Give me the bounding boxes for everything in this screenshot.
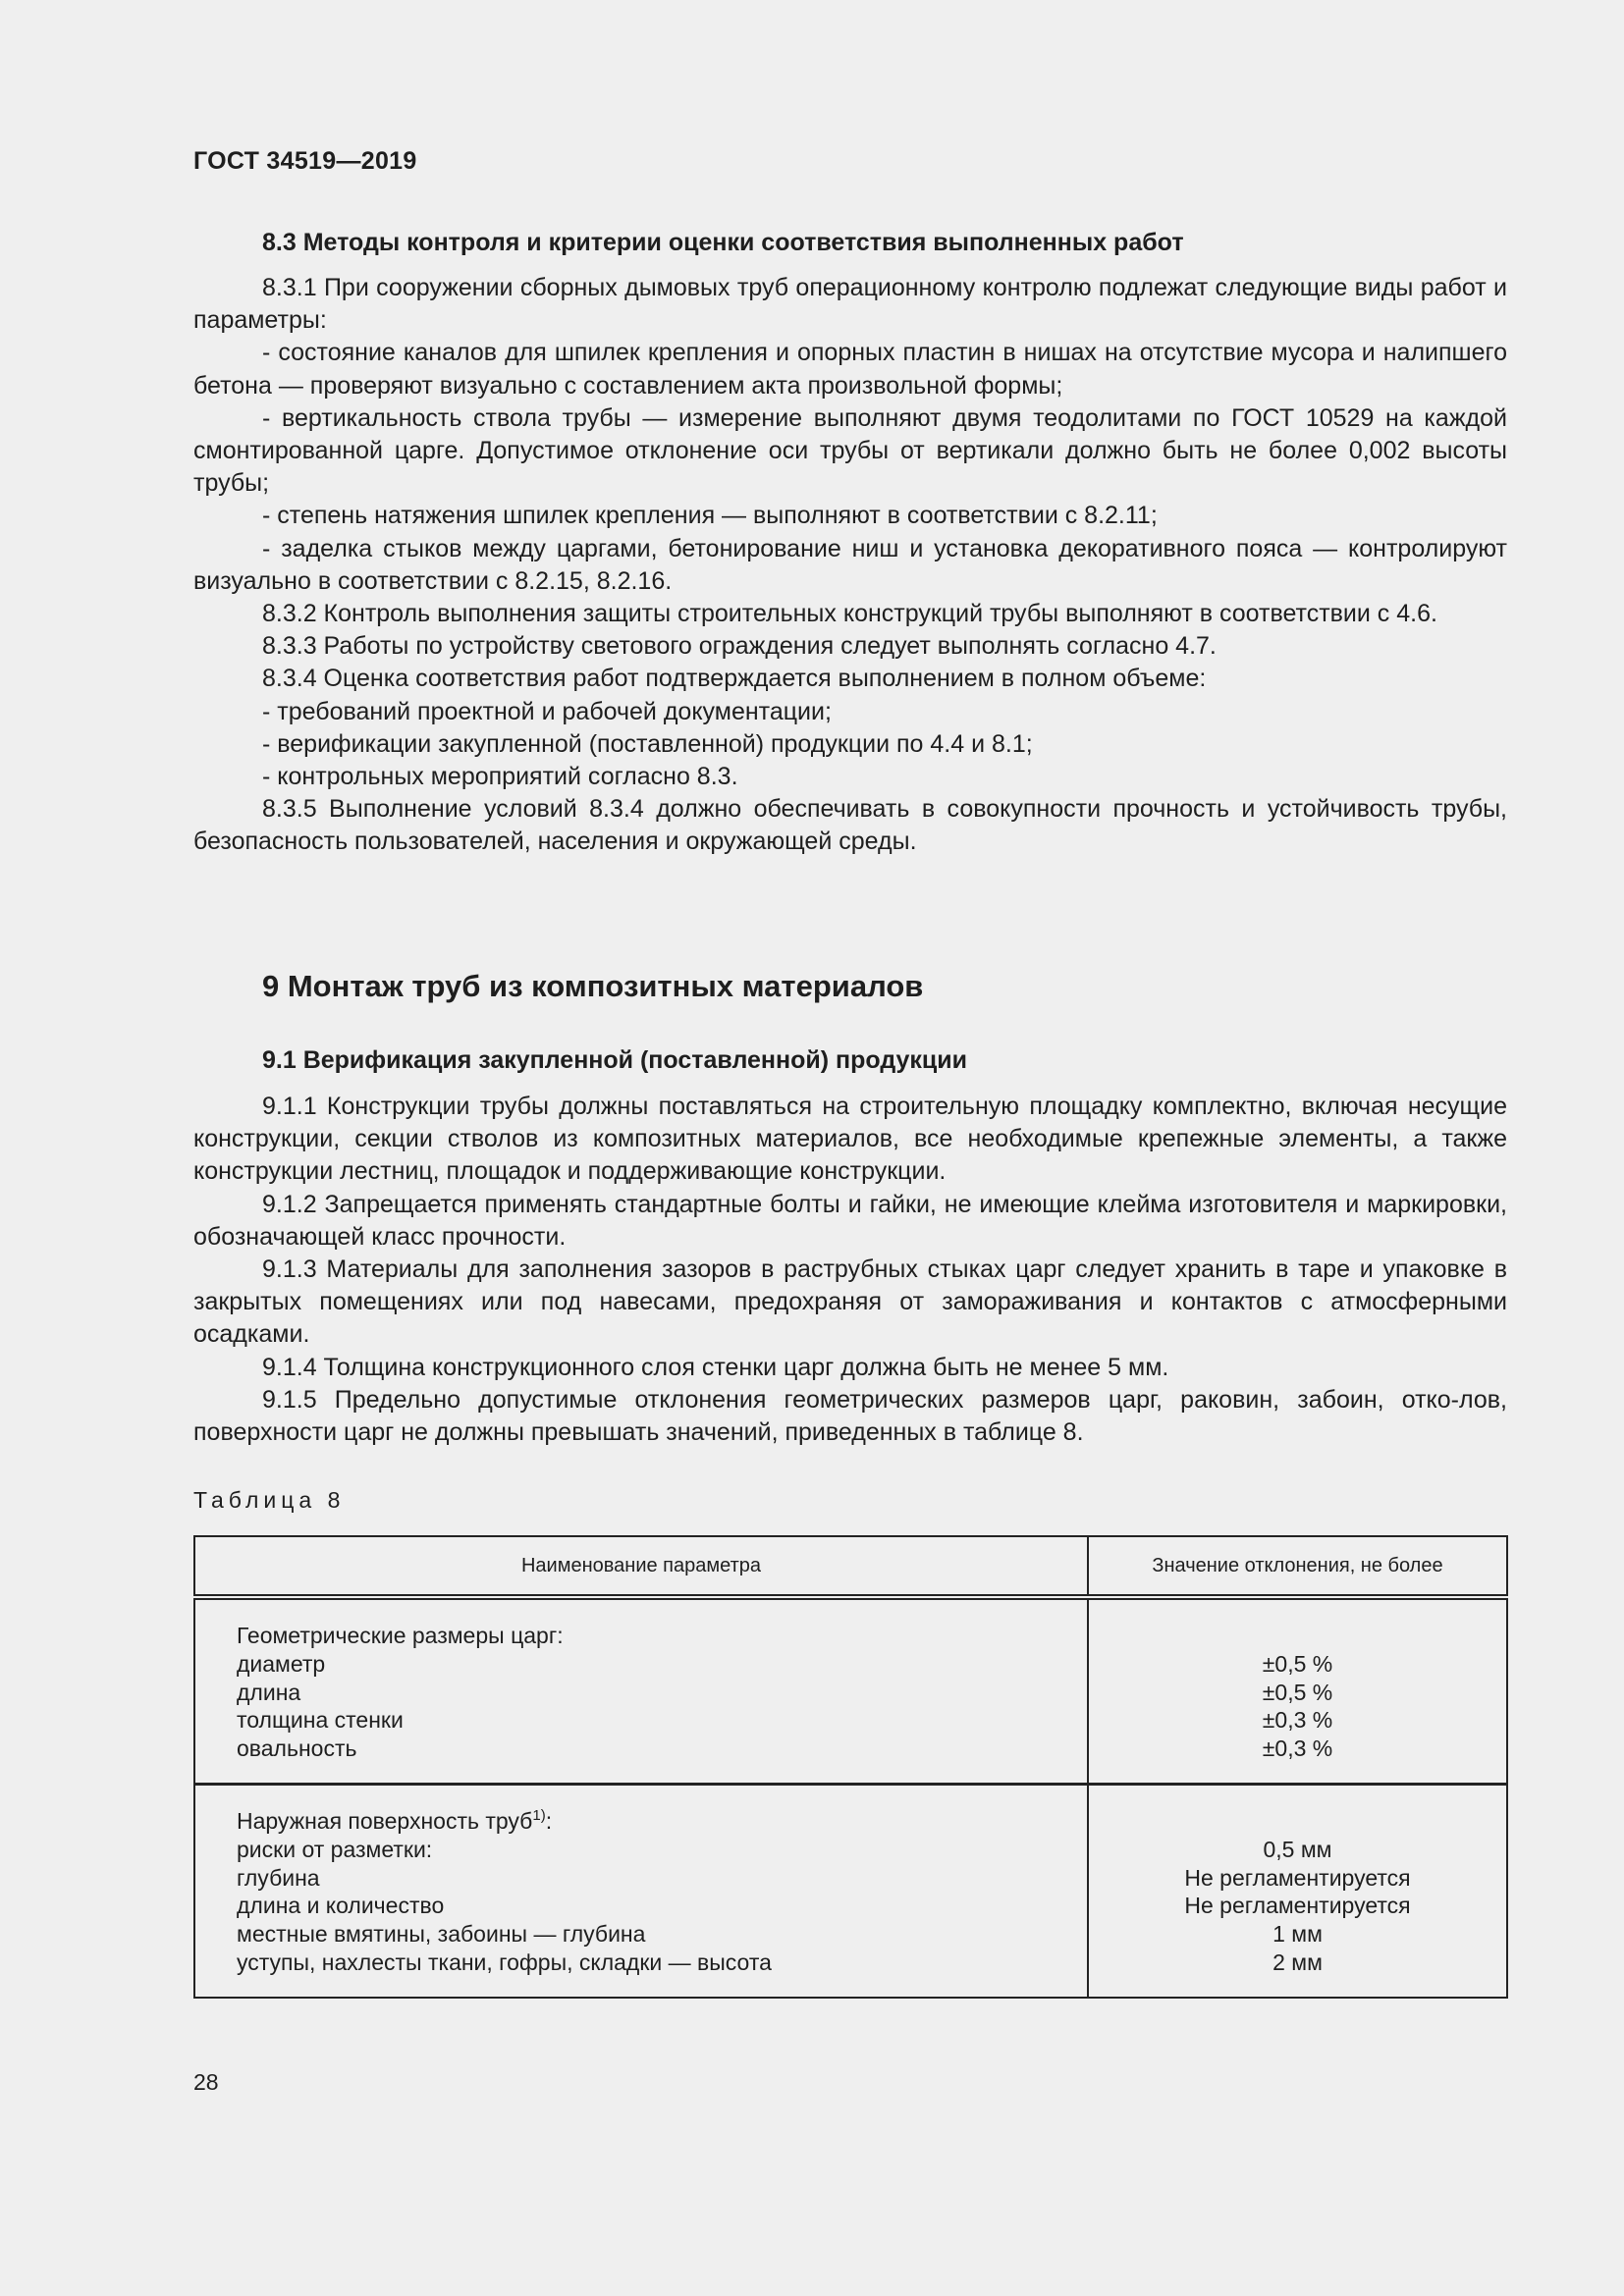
parameter-name: диаметр [237,1650,326,1677]
value-cell [1088,1784,1507,1997]
section-9-title: 9 Монтаж труб из композитных материалов [262,969,924,1003]
parameter-cell [194,1784,1088,1997]
parameter-value: 1 мм [1272,1921,1323,1948]
table-row [194,1597,1507,1784]
paragraph: 8.3.3 Работы по устройству светового ограждения следует выполнять согласно 4.7. [262,632,1217,661]
parameter-name: уступы, нахлесты ткани, гофры, складки — высота [237,1949,772,1975]
list-item: - требований проектной и рабочей документации; [262,697,832,725]
parameter-cell [194,1597,1088,1784]
paragraph: 8.3.5 Выполнение условий 8.3.4 должно обеспечивать в совокупности прочность и устойчивость трубы, безопасность пользователей, населения и окружающей среды. [193,795,1507,856]
section-9-1-title: 9.1 Верификация закупленной (поставленной) продукции [262,1046,968,1074]
page-number: 28 [193,2069,219,2095]
parameter-value: ±0,3 % [1262,1707,1333,1734]
paragraph: 8.3.2 Контроль выполнения защиты строительных конструкций трубы выполняют в соответствии с 4.6. [262,600,1437,628]
list-item: - степень натяжения шпилек крепления — выполняют в соответствии с 8.2.11; [262,502,1158,530]
deviation-table [193,1535,1508,1999]
table-row [194,1784,1507,1997]
paragraph: 9.1.4 Толщина конструкционного слоя стенки царг должна быть не менее 5 мм. [262,1353,1169,1381]
table-header-row [194,1536,1507,1597]
parameter-name: длина [237,1679,301,1705]
group-title: Геометрические размеры царг: [237,1623,564,1648]
table-caption: Таблица 8 [193,1487,346,1513]
parameter-value: Не регламентируется [1184,1864,1411,1891]
list-item: - верификации закупленной (поставленной) продукции по 4.4 и 8.1; [262,729,1033,758]
value-cell [1088,1597,1507,1784]
list-item: - заделка стыков между царгами, бетонирование ниш и установка декоративного пояса — контролируют визуально в соответствии с 8.2.15, 8.2.16. [193,534,1507,595]
column-header-value: Значение отклонения, не более [1088,1536,1507,1597]
parameter-name: глубина [237,1864,320,1891]
paragraph: 9.1.3 Материалы для заполнения зазоров в раструбных стыках царг следует хранить в таре и упаковке в закрытых помещениях или под навесами, предохраняя от замораживания и контактов с атмосферными осадками. [193,1255,1507,1349]
parameter-value: 2 мм [1272,1949,1323,1975]
group-title: Наружная поверхность труб$^{1)}$: [237,1806,553,1834]
list-item: - состояние каналов для шпилек крепления и опорных пластин в нишах на отсутствие мусора и налипшего бетона — проверяют визуально с составлением акта произвольной формы; [193,339,1507,400]
parameter-value: 0,5 мм [1263,1836,1332,1862]
section-9-1-body [193,1091,1507,1449]
section-8-3-title: 8.3 Методы контроля и критерии оценки соответствия выполненных работ [262,229,1184,256]
parameter-name: овальность [237,1735,357,1762]
parameter-value: ±0,3 % [1262,1735,1333,1762]
section-8-3-body [193,272,1507,859]
document-header: ГОСТ 34519—2019 [193,147,417,175]
paragraph: 9.1.1 Конструкции трубы должны поставляться на строительную площадку комплектно, включая несущие конструкции, секции стволов из композитных материалов, все необходимые крепежные элементы, а также конструкции лестниц, площадок и поддерживающие конструкции. [193,1093,1507,1186]
column-header-parameter: Наименование параметра [194,1536,1088,1597]
parameter-name: риски от разметки: [237,1836,433,1862]
parameter-value: Не регламентируется [1184,1893,1411,1919]
paragraph: 9.1.5 Предельно допустимые отклонения геометрических размеров царг, раковин, забоин, отко-лов, поверхности царг не должны превышать значений, приведенных в таблице 8. [193,1385,1507,1447]
parameter-name: местные вмятины, забоины — глубина [237,1921,646,1948]
paragraph: 8.3.4 Оценка соответствия работ подтверждается выполнением в полном объеме: [262,665,1207,693]
list-item: - вертикальность ствола трубы — измерение выполняют двумя теодолитами по ГОСТ 10529 на каждой смонтированной царге. Допустимое отклонение оси трубы от вертикали должно быть не более 0,002 высоты трубы; [193,403,1507,498]
parameter-value: ±0,5 % [1262,1679,1333,1705]
parameter-value: ±0,5 % [1262,1650,1333,1677]
list-item: - контрольных мероприятий согласно 8.3. [262,763,738,791]
paragraph: 9.1.2 Запрещается применять стандартные болты и гайки, не имеющие клейма изготовителя и маркировки, обозначающей класс прочности. [193,1190,1507,1251]
paragraph: 8.3.1 При сооружении сборных дымовых труб операционному контролю подлежат следующие виды работ и параметры: [193,274,1507,335]
parameter-name: длина и количество [237,1893,445,1919]
parameter-name: толщина стенки [237,1707,404,1734]
footnote-mark: 1) [532,1806,546,1824]
